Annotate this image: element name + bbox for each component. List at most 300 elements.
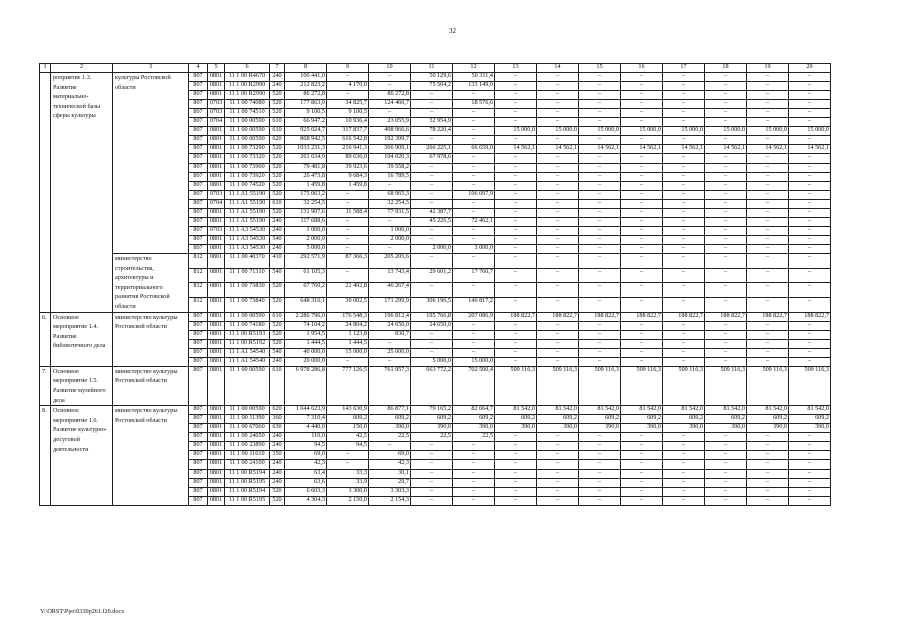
table-cell: 807 bbox=[189, 154, 208, 163]
table-cell: – bbox=[453, 253, 495, 268]
table-cell: 0703 bbox=[208, 226, 225, 235]
table-cell: – bbox=[411, 451, 453, 460]
table-cell: 192 399,7 bbox=[369, 136, 411, 145]
table-cell: – bbox=[537, 163, 579, 172]
table-cell: – bbox=[453, 118, 495, 127]
table-cell: – bbox=[663, 321, 705, 330]
table-cell: 133 149,0 bbox=[453, 82, 495, 91]
table-cell: 94,5 bbox=[285, 442, 327, 451]
table-cell: – bbox=[537, 217, 579, 226]
table-cell: 807 bbox=[189, 433, 208, 442]
table-cell: – bbox=[747, 330, 789, 339]
table-cell: – bbox=[621, 433, 663, 442]
table-cell: 177 863,0 bbox=[285, 100, 327, 109]
table-cell: – bbox=[663, 73, 705, 82]
table-cell: 15 000,0 bbox=[789, 127, 831, 136]
table-cell: 1 444,5 bbox=[327, 339, 369, 348]
table-cell: – bbox=[789, 235, 831, 244]
table-cell: 807 bbox=[189, 330, 208, 339]
table-cell: 390,0 bbox=[537, 424, 579, 433]
table-cell: – bbox=[621, 91, 663, 100]
table-cell: – bbox=[705, 357, 747, 366]
table-cell: – bbox=[495, 433, 537, 442]
table-cell: – bbox=[453, 469, 495, 478]
table-cell: – bbox=[747, 268, 789, 283]
table-cell: – bbox=[537, 496, 579, 505]
table-cell: – bbox=[747, 348, 789, 357]
table-cell: 79 165,2 bbox=[411, 406, 453, 415]
table-cell: – bbox=[789, 469, 831, 478]
table-cell: 807 bbox=[189, 357, 208, 366]
table-cell: 520 bbox=[270, 100, 285, 109]
table-cell: – bbox=[495, 208, 537, 217]
table-cell: 66 659,0 bbox=[453, 145, 495, 154]
table-cell: – bbox=[453, 330, 495, 339]
table-cell: – bbox=[579, 91, 621, 100]
table-cell: 812 bbox=[189, 283, 208, 298]
table-cell: 0801 bbox=[208, 321, 225, 330]
table-cell: 807 bbox=[189, 190, 208, 199]
table-cell: 11 1 00 R4670 bbox=[225, 73, 270, 82]
table-cell: – bbox=[747, 321, 789, 330]
table-cell: – bbox=[495, 469, 537, 478]
table-cell: 2 000,0 bbox=[411, 244, 453, 253]
table-cell: – bbox=[579, 190, 621, 199]
table-cell: 509 116,3 bbox=[495, 366, 537, 405]
table-cell: – bbox=[453, 460, 495, 469]
table-cell: – bbox=[663, 469, 705, 478]
table-cell: 0704 bbox=[208, 199, 225, 208]
table-cell: – bbox=[495, 235, 537, 244]
table-cell: – bbox=[579, 357, 621, 366]
table-cell: 124 460,7 bbox=[369, 100, 411, 109]
table-cell: – bbox=[663, 451, 705, 460]
table-row bbox=[40, 406, 831, 415]
table-cell: 0801 bbox=[208, 433, 225, 442]
table-cell: – bbox=[747, 235, 789, 244]
table-cell: – bbox=[621, 253, 663, 268]
table-cell: 777 126,5 bbox=[327, 366, 369, 405]
table-cell: – bbox=[705, 109, 747, 118]
table-cell: 0801 bbox=[208, 268, 225, 283]
table-cell: – bbox=[747, 109, 789, 118]
table-cell: – bbox=[789, 496, 831, 505]
table-row bbox=[40, 366, 831, 405]
table-cell: 0801 bbox=[208, 253, 225, 268]
table-cell: 18 576,6 bbox=[453, 100, 495, 109]
table-cell: – bbox=[411, 91, 453, 100]
column-number-cell: 16 bbox=[621, 64, 663, 73]
table-cell: – bbox=[579, 208, 621, 217]
table-cell: – bbox=[495, 460, 537, 469]
table-cell: 807 bbox=[189, 321, 208, 330]
table-cell: 520 bbox=[270, 172, 285, 181]
table-cell: – bbox=[789, 154, 831, 163]
table-cell: – bbox=[369, 82, 411, 91]
table-cell: – bbox=[705, 283, 747, 298]
table-cell: – bbox=[621, 100, 663, 109]
table-cell: 390,0 bbox=[369, 424, 411, 433]
event-name: Основное мероприятие 1.5. Развитие музейного дела bbox=[51, 366, 113, 405]
table-cell: – bbox=[579, 348, 621, 357]
table-cell: – bbox=[747, 73, 789, 82]
table-cell: – bbox=[411, 226, 453, 235]
table-cell: – bbox=[579, 339, 621, 348]
table-row bbox=[40, 312, 831, 321]
table-cell: 292 571,9 bbox=[285, 253, 327, 268]
table-cell: 1 123,8 bbox=[327, 330, 369, 339]
table-cell: 11 1 00 24100 bbox=[225, 460, 270, 469]
table-cell: – bbox=[327, 226, 369, 235]
table-cell: – bbox=[663, 199, 705, 208]
table-cell: – bbox=[705, 339, 747, 348]
table-cell: – bbox=[579, 442, 621, 451]
table-cell: – bbox=[789, 91, 831, 100]
table-cell: – bbox=[789, 163, 831, 172]
table-cell: 0801 bbox=[208, 496, 225, 505]
table-cell: – bbox=[747, 181, 789, 190]
table-cell: 104 020,3 bbox=[369, 154, 411, 163]
table-cell: 663 772,2 bbox=[411, 366, 453, 405]
table-cell: 11 1 00 00590 bbox=[225, 312, 270, 321]
table-cell: – bbox=[495, 199, 537, 208]
table-cell: 609,2 bbox=[369, 415, 411, 424]
table-cell: 807 bbox=[189, 348, 208, 357]
table-cell: 110,0 bbox=[285, 433, 327, 442]
table-cell: 86 272,8 bbox=[369, 91, 411, 100]
table-cell: 609,2 bbox=[579, 415, 621, 424]
table-cell: 16 789,5 bbox=[369, 172, 411, 181]
table-cell: – bbox=[495, 109, 537, 118]
table-cell: – bbox=[789, 433, 831, 442]
column-number-cell: 19 bbox=[747, 64, 789, 73]
table-cell: – bbox=[705, 172, 747, 181]
table-cell: – bbox=[537, 339, 579, 348]
table-cell: 42,3 bbox=[285, 460, 327, 469]
table-cell: – bbox=[495, 357, 537, 366]
table-cell: 11 1 00 73830 bbox=[225, 283, 270, 298]
table-cell: 74 104,2 bbox=[285, 321, 327, 330]
table-cell: 5 000,0 bbox=[411, 357, 453, 366]
table-cell: 176 548,3 bbox=[327, 312, 369, 321]
table-cell: 11 1 00 R2990 bbox=[225, 82, 270, 91]
table-cell: – bbox=[663, 460, 705, 469]
table-cell: 63,6 bbox=[285, 478, 327, 487]
table-cell: – bbox=[327, 235, 369, 244]
table-cell: – bbox=[705, 478, 747, 487]
table-cell: 807 bbox=[189, 208, 208, 217]
table-cell: 240 bbox=[270, 442, 285, 451]
table-cell: – bbox=[663, 226, 705, 235]
table-cell: – bbox=[411, 199, 453, 208]
table-cell: 609,2 bbox=[495, 415, 537, 424]
table-cell: 11 1 A1 54540 bbox=[225, 357, 270, 366]
table-cell: – bbox=[789, 118, 831, 127]
table-cell: 390,0 bbox=[621, 424, 663, 433]
table-cell: – bbox=[537, 283, 579, 298]
table-cell: – bbox=[495, 253, 537, 268]
table-cell: – bbox=[621, 163, 663, 172]
page-number: 32 bbox=[449, 27, 456, 35]
table-cell: 25 000,0 bbox=[369, 348, 411, 357]
column-number-cell: 17 bbox=[663, 64, 705, 73]
table-cell: 807 bbox=[189, 424, 208, 433]
table-cell: – bbox=[537, 433, 579, 442]
table-cell: 807 bbox=[189, 118, 208, 127]
table-cell: – bbox=[369, 217, 411, 226]
table-cell: 81 542,0 bbox=[495, 406, 537, 415]
table-cell: 1 459,8 bbox=[327, 181, 369, 190]
table-cell: 22,5 bbox=[369, 433, 411, 442]
table-cell: 0801 bbox=[208, 297, 225, 312]
table-cell: 807 bbox=[189, 478, 208, 487]
table-cell: – bbox=[663, 235, 705, 244]
table-cell: 81 542,0 bbox=[621, 406, 663, 415]
table-cell: – bbox=[789, 190, 831, 199]
table-cell: – bbox=[537, 181, 579, 190]
table-cell: 14 562,1 bbox=[789, 145, 831, 154]
table-cell: 0703 bbox=[208, 100, 225, 109]
table-cell: – bbox=[369, 442, 411, 451]
column-number-cell: 13 bbox=[495, 64, 537, 73]
table-cell: 240 bbox=[270, 244, 285, 253]
table-cell: 9 100,5 bbox=[285, 109, 327, 118]
table-cell: – bbox=[705, 73, 747, 82]
table-cell: 50 129,6 bbox=[411, 73, 453, 82]
table-cell: 520 bbox=[270, 163, 285, 172]
table-cell: 39 558,2 bbox=[369, 163, 411, 172]
table-cell: 11 1 00 74180 bbox=[225, 321, 270, 330]
table-cell: 4 170,0 bbox=[327, 82, 369, 91]
table-cell: 807 bbox=[189, 487, 208, 496]
event-name: Основное мероприятие 1.6. Развитие культурно-досуговой деятельности bbox=[51, 406, 113, 506]
table-cell: – bbox=[705, 469, 747, 478]
table-cell: 24 650,0 bbox=[369, 321, 411, 330]
table-cell: 0801 bbox=[208, 154, 225, 163]
table-cell: – bbox=[411, 469, 453, 478]
table-cell: – bbox=[663, 217, 705, 226]
table-cell: 100 441,0 bbox=[285, 73, 327, 82]
table-cell: – bbox=[495, 190, 537, 199]
table-cell: – bbox=[453, 109, 495, 118]
table-cell: – bbox=[579, 199, 621, 208]
table-cell: – bbox=[705, 442, 747, 451]
table-cell: 0801 bbox=[208, 442, 225, 451]
table-cell: – bbox=[327, 91, 369, 100]
table-cell: 609,2 bbox=[411, 415, 453, 424]
table-cell: 3 300,0 bbox=[327, 487, 369, 496]
table-cell: – bbox=[621, 442, 663, 451]
table-cell: 520 bbox=[270, 181, 285, 190]
table-cell: 520 bbox=[270, 190, 285, 199]
table-cell: 34 825,7 bbox=[327, 100, 369, 109]
table-cell: – bbox=[579, 297, 621, 312]
table-cell: 39 923,6 bbox=[327, 163, 369, 172]
event-name: Основное мероприятие 1.4. Развитие библиотечного дела bbox=[51, 312, 113, 366]
table-cell: 2 286 796,0 bbox=[285, 312, 327, 321]
table-cell: – bbox=[621, 73, 663, 82]
table-cell: – bbox=[369, 357, 411, 366]
table-cell: 6 603,3 bbox=[285, 487, 327, 496]
table-cell: – bbox=[621, 208, 663, 217]
column-number-cell: 3 bbox=[113, 64, 189, 73]
table-cell: – bbox=[453, 208, 495, 217]
table-cell: 1 954,5 bbox=[285, 330, 327, 339]
table-cell: 29,7 bbox=[369, 478, 411, 487]
table-cell: 812 bbox=[189, 268, 208, 283]
table-cell: – bbox=[453, 478, 495, 487]
table-cell: – bbox=[411, 190, 453, 199]
table-cell: 10 936,4 bbox=[327, 118, 369, 127]
table-cell: 520 bbox=[270, 154, 285, 163]
table-cell: 69,0 bbox=[369, 451, 411, 460]
table-cell: 188 822,7 bbox=[495, 312, 537, 321]
table-cell: – bbox=[663, 172, 705, 181]
table-cell: 520 bbox=[270, 330, 285, 339]
header-row bbox=[40, 64, 831, 73]
table-cell: – bbox=[453, 91, 495, 100]
table-cell: 11 1 00 23890 bbox=[225, 442, 270, 451]
table-cell: – bbox=[663, 487, 705, 496]
table-cell: 11 1 00 73290 bbox=[225, 145, 270, 154]
table-cell: – bbox=[495, 163, 537, 172]
table-cell: – bbox=[789, 217, 831, 226]
table-cell: – bbox=[621, 451, 663, 460]
table-cell: – bbox=[621, 469, 663, 478]
table-cell: 11 588,4 bbox=[327, 208, 369, 217]
table-cell: – bbox=[705, 297, 747, 312]
table-cell: 0801 bbox=[208, 163, 225, 172]
table-cell: – bbox=[789, 136, 831, 145]
table-cell: – bbox=[705, 118, 747, 127]
table-cell: – bbox=[495, 321, 537, 330]
table-cell: 11 1 00 R5193 bbox=[225, 330, 270, 339]
table-cell: 0801 bbox=[208, 339, 225, 348]
table-cell: 807 bbox=[189, 366, 208, 405]
table-cell: 0801 bbox=[208, 217, 225, 226]
table-cell: 11 1 A1 54540 bbox=[225, 348, 270, 357]
table-cell: 0801 bbox=[208, 181, 225, 190]
table-cell: – bbox=[621, 226, 663, 235]
table-cell: 22,5 bbox=[411, 433, 453, 442]
table-cell: 207 086,9 bbox=[453, 312, 495, 321]
table-cell: – bbox=[789, 73, 831, 82]
table-cell: 807 bbox=[189, 127, 208, 136]
table-cell: 240 bbox=[270, 478, 285, 487]
table-cell: 240 bbox=[270, 469, 285, 478]
table-cell: – bbox=[789, 253, 831, 268]
table-cell: – bbox=[495, 348, 537, 357]
table-cell: – bbox=[453, 348, 495, 357]
table-cell: 81 542,0 bbox=[663, 406, 705, 415]
table-cell: 266 225,1 bbox=[411, 145, 453, 154]
table-cell: 509 116,3 bbox=[789, 366, 831, 405]
table-cell: – bbox=[495, 330, 537, 339]
table-cell: – bbox=[453, 163, 495, 172]
table-cell: 14 562,1 bbox=[495, 145, 537, 154]
table-cell: – bbox=[579, 172, 621, 181]
table-cell: 807 bbox=[189, 100, 208, 109]
table-cell: 11 1 00 73920 bbox=[225, 172, 270, 181]
column-number-cell: 5 bbox=[208, 64, 225, 73]
table-cell: – bbox=[747, 199, 789, 208]
table-cell: – bbox=[789, 348, 831, 357]
table-cell: 6 978 286,8 bbox=[285, 366, 327, 405]
table-cell: – bbox=[747, 190, 789, 199]
table-cell: – bbox=[537, 235, 579, 244]
table-cell: – bbox=[705, 154, 747, 163]
table-cell: – bbox=[747, 297, 789, 312]
table-cell: – bbox=[495, 487, 537, 496]
table-cell: 86 272,8 bbox=[285, 91, 327, 100]
table-cell: – bbox=[789, 181, 831, 190]
table-cell: 520 bbox=[270, 496, 285, 505]
table-cell: 350 bbox=[270, 451, 285, 460]
table-cell: 620 bbox=[270, 136, 285, 145]
row-number: 8. bbox=[40, 406, 51, 506]
table-cell: – bbox=[705, 496, 747, 505]
table-cell: 175 063,2 bbox=[285, 190, 327, 199]
table-cell: – bbox=[495, 91, 537, 100]
table-cell: 925 024,7 bbox=[285, 127, 327, 136]
table-cell: 807 bbox=[189, 73, 208, 82]
table-cell: – bbox=[747, 478, 789, 487]
column-number-cell: 9 bbox=[327, 64, 369, 73]
table-cell: 807 bbox=[189, 460, 208, 469]
table-cell: 390,0 bbox=[789, 424, 831, 433]
table-cell: 5 000,0 bbox=[285, 244, 327, 253]
table-cell: 609,2 bbox=[789, 415, 831, 424]
table-cell: – bbox=[663, 433, 705, 442]
table-cell: 11 1 00 74510 bbox=[225, 109, 270, 118]
table-cell: – bbox=[621, 172, 663, 181]
table-cell: – bbox=[453, 283, 495, 298]
table-cell: 0801 bbox=[208, 366, 225, 405]
table-cell: – bbox=[663, 330, 705, 339]
table-cell: 14 562,1 bbox=[621, 145, 663, 154]
table-cell: – bbox=[579, 82, 621, 91]
table-cell: – bbox=[579, 118, 621, 127]
table-cell: 69,0 bbox=[285, 451, 327, 460]
table-cell: 11 1 00 00590 bbox=[225, 127, 270, 136]
table-cell: 390,0 bbox=[411, 424, 453, 433]
table-cell: – bbox=[495, 217, 537, 226]
table-cell: 11 1 00 73840 bbox=[225, 297, 270, 312]
table-cell: – bbox=[411, 172, 453, 181]
table-cell: 2 000,0 bbox=[285, 235, 327, 244]
table-cell: 240 bbox=[270, 82, 285, 91]
table-cell: 188 822,7 bbox=[789, 312, 831, 321]
table-cell: 630 bbox=[270, 424, 285, 433]
table-cell: 610 bbox=[270, 312, 285, 321]
table-cell: 0703 bbox=[208, 190, 225, 199]
table-cell: – bbox=[495, 478, 537, 487]
table-cell: 67 760,2 bbox=[285, 283, 327, 298]
table-cell: – bbox=[789, 100, 831, 109]
table-cell: – bbox=[579, 100, 621, 109]
table-cell: 240 bbox=[270, 73, 285, 82]
column-number-cell: 1 bbox=[40, 64, 51, 73]
table-cell: – bbox=[705, 451, 747, 460]
table-cell: – bbox=[663, 339, 705, 348]
table-cell: 520 bbox=[270, 283, 285, 298]
table-cell: 212 823,2 bbox=[285, 82, 327, 91]
table-cell: – bbox=[327, 217, 369, 226]
table-cell: – bbox=[537, 73, 579, 82]
table-cell: – bbox=[621, 297, 663, 312]
table-cell: – bbox=[537, 109, 579, 118]
table-cell: 807 bbox=[189, 312, 208, 321]
